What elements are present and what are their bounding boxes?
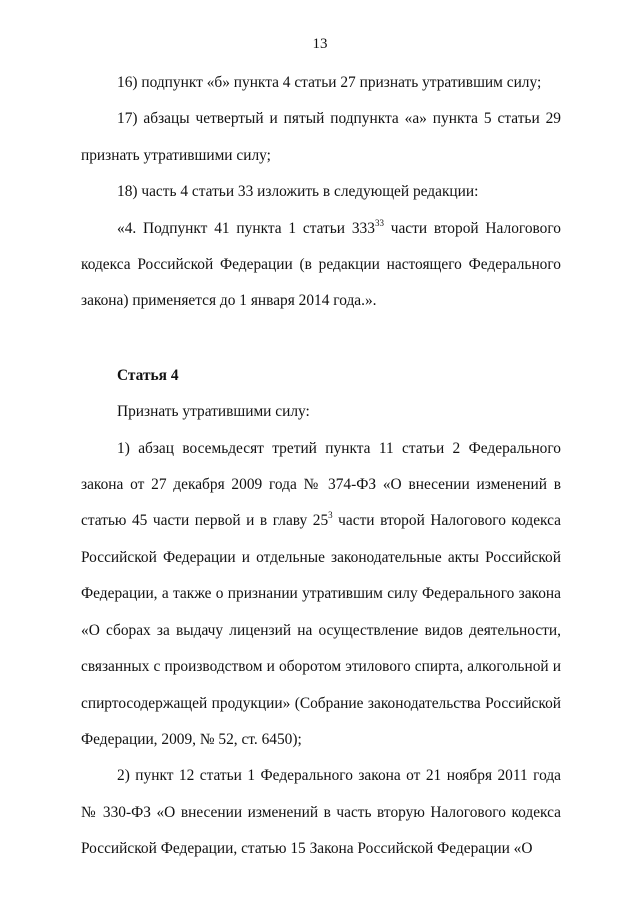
- quote-superscript: 33: [374, 217, 384, 228]
- document-body: [81, 65, 561, 868]
- item1-text-start: 1) абзац восемьдесят третий пункта 11 статьи 2 Федерального закона от 27 декабря 2009 года № 374-ФЗ «О внесении изменений в статью 45 части первой и в главу 25: [81, 439, 561, 530]
- article3-item-17: 17) абзацы четвертый и пятый подпункта «а» пункта 5 статьи 29 признать утратившими силу;: [81, 110, 561, 164]
- page-number: 13: [312, 36, 328, 52]
- article3-item-16: 16) подпункт «б» пункта 4 статьи 27 признать утратившим силу;: [117, 74, 542, 91]
- item1-text-end: части второй Налогового кодекса Российской Федерации и отдельные законодательные акты Российской Федерации, а также о признании утратившим силу Федерального закона «О сборах за выдачу лицензий на осуществление видов деятельности, связанных с производством и оборотом этилового спирта, алкогольной и спиртосодержащей продукции» (Собрание законодательства Российской Федерации, 2009, № 52, ст. 6450);: [81, 512, 561, 748]
- section-gap: [81, 320, 561, 358]
- article3-item-18: 18) часть 4 статьи 33 изложить в следующей редакции:: [117, 183, 479, 201]
- article4-heading: Статья 4: [117, 366, 179, 384]
- article4-intro: Признать утратившими силу:: [117, 403, 310, 421]
- article4-item-2: 2) пункт 12 статьи 1 Федерального закона от 21 ноября 2011 года № 330-ФЗ «О внесении изменений в часть вторую Налогового кодекса Российской Федерации, статью 15 Закона Российской Федерации «О: [81, 767, 561, 858]
- quote-text-end: части второй Налогового кодекса Российской Федерации (в редакции настоящего Федерального закона) применяется до 1 января 2014 года.».: [81, 219, 561, 310]
- quote-text-start: «4. Подпункт 41 пункта 1 статьи 333: [117, 219, 375, 237]
- article4-item-1: [81, 431, 561, 759]
- article3-quote-paragraph: [81, 211, 561, 320]
- item1-superscript: 3: [328, 510, 333, 521]
